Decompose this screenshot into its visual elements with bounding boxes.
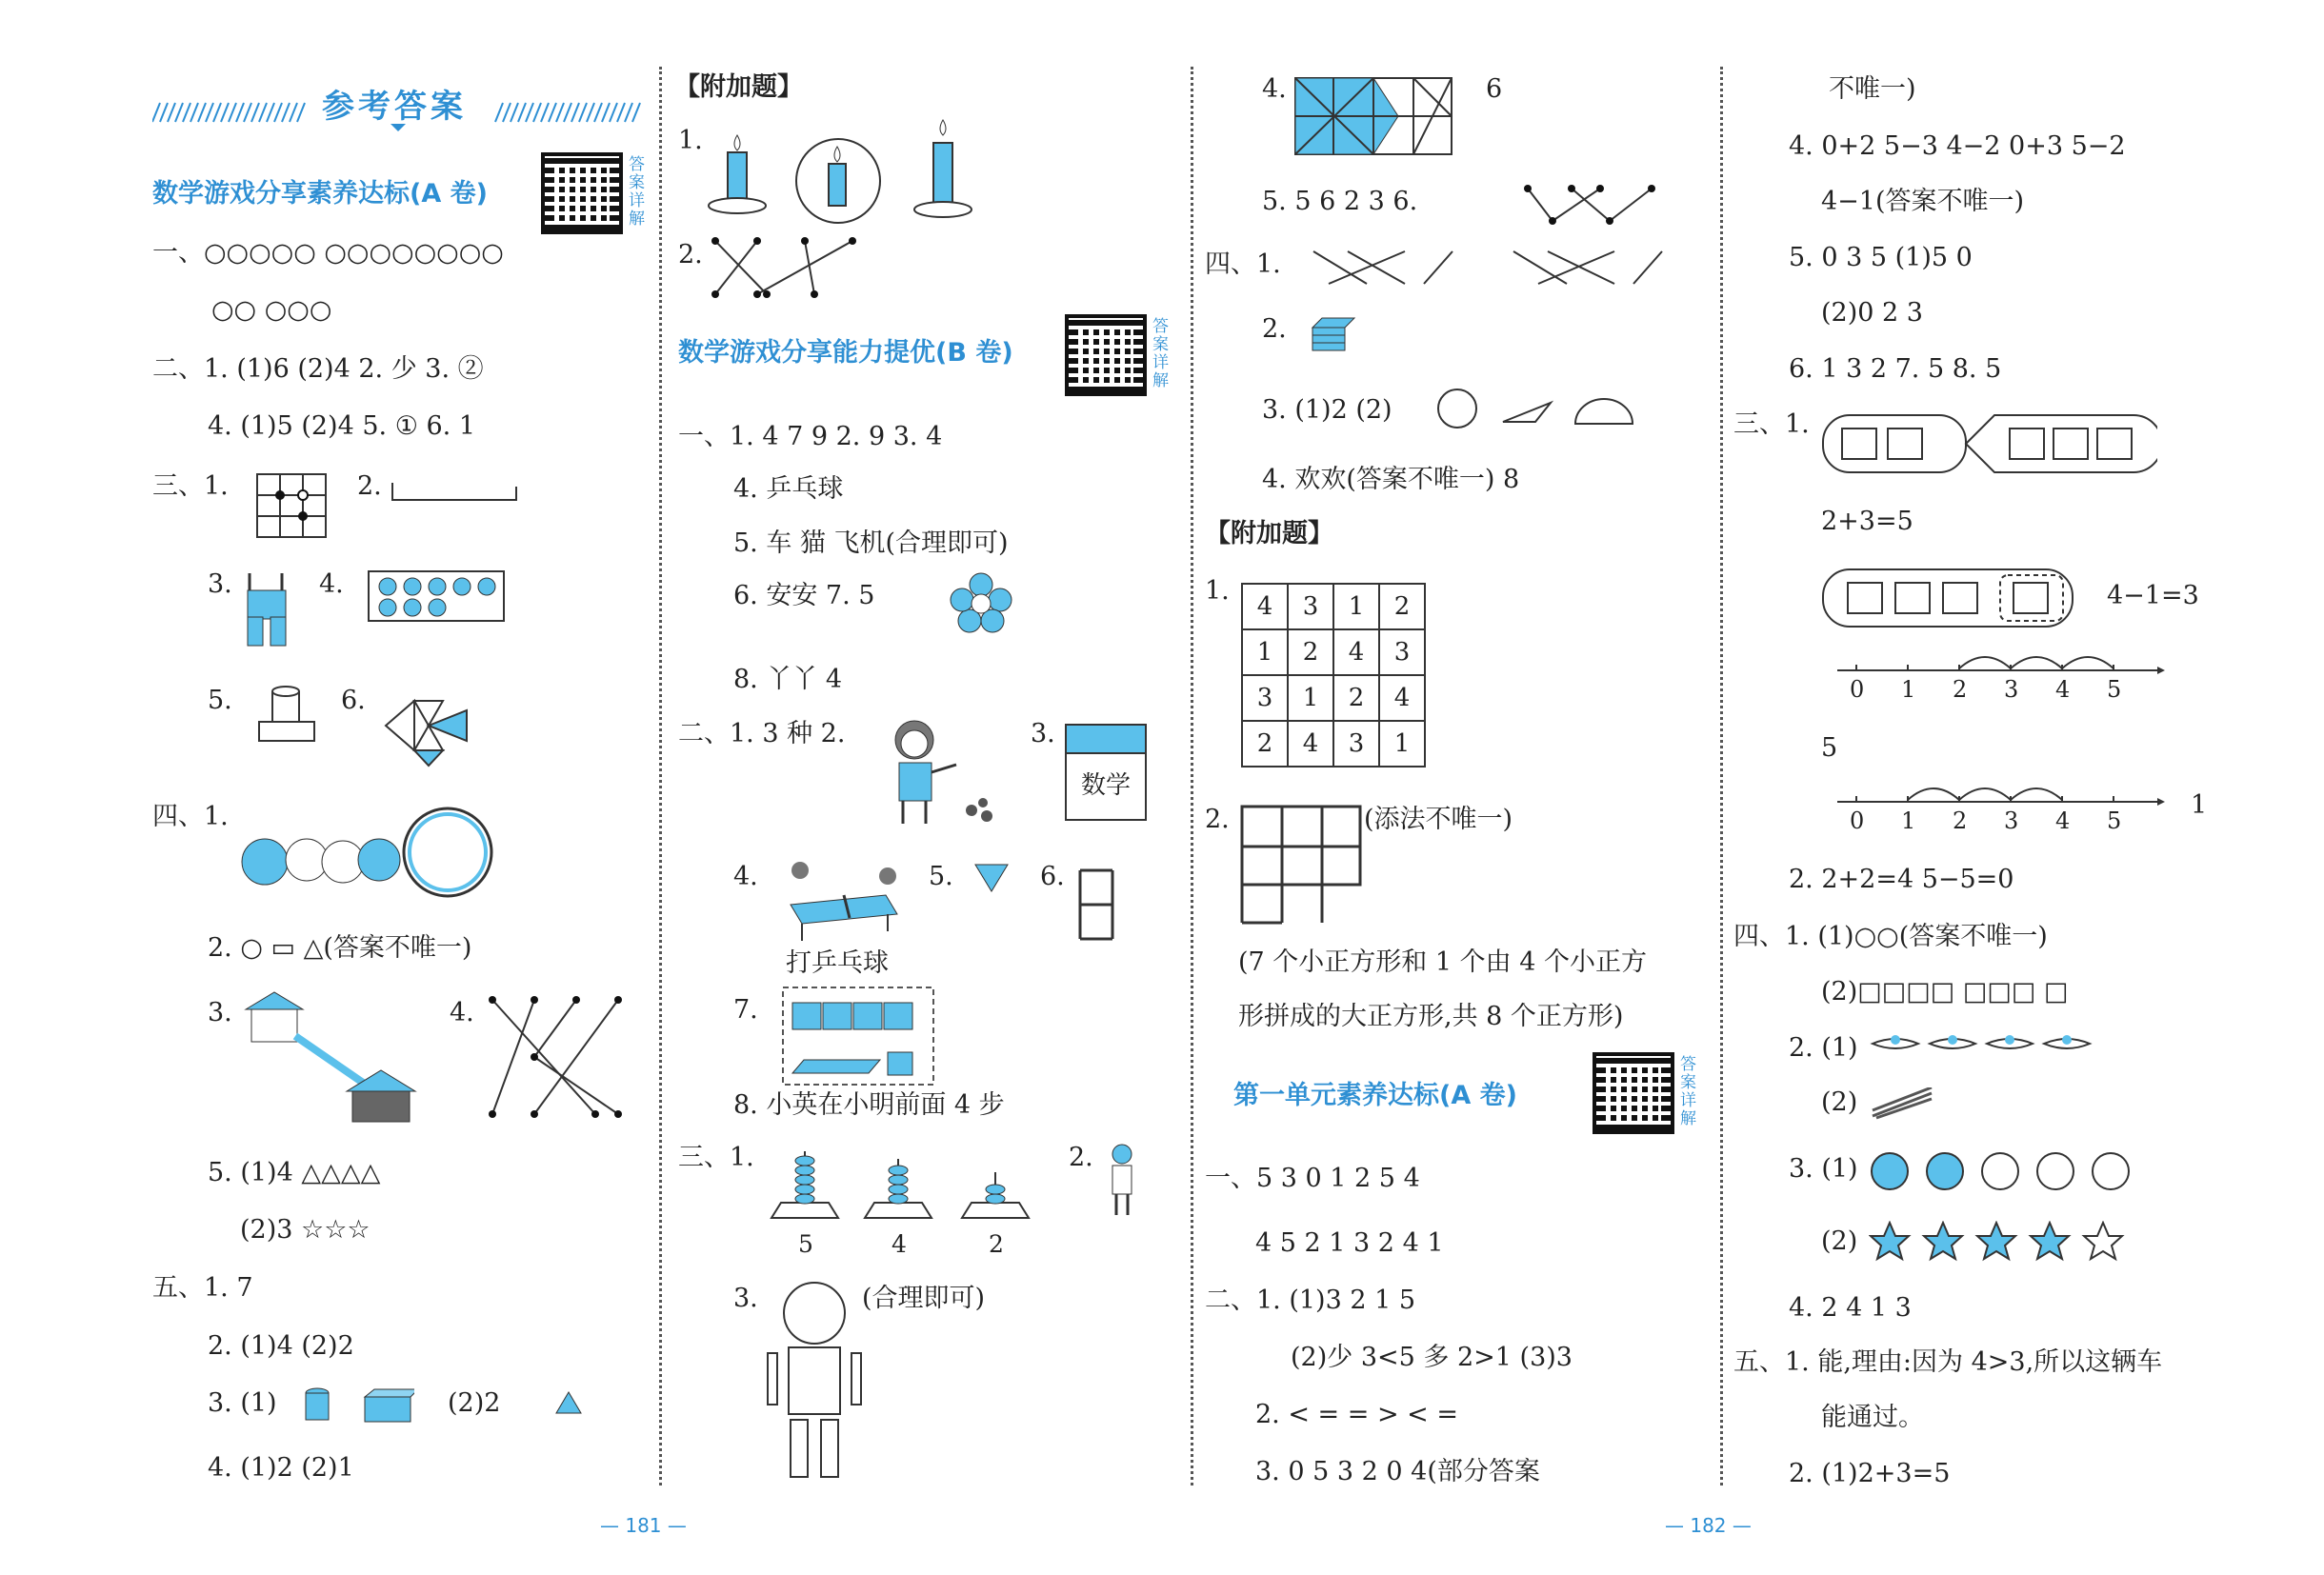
grid-cell: 2 <box>1242 721 1288 767</box>
c2-line: 8. 丫丫 4 <box>733 665 843 694</box>
qr-label: 答案详解 <box>629 155 645 229</box>
nl-tick: 2 <box>1953 676 1968 703</box>
c4-line: 2. (1)2+3=5 <box>1789 1459 1951 1488</box>
c2-line: 2. <box>1069 1143 1093 1172</box>
tangram-fish <box>376 682 471 768</box>
sticks-with-dots <box>1869 1030 2107 1059</box>
grid-cell: 2 <box>1379 584 1425 629</box>
c1-line: 3. <box>208 569 232 599</box>
c2-line: 一、1. 4 7 9 2. 9 3. 4 <box>678 422 943 451</box>
box-groups-1 <box>1819 409 2157 476</box>
c4-line: 5. 0 3 5 (1)5 0 <box>1789 243 1973 272</box>
c4-line: 2. (1) <box>1789 1033 1858 1063</box>
c4-line: (2) <box>1821 1087 1858 1117</box>
c1-line: ○○ ○○○ <box>211 295 332 325</box>
child-figure <box>876 719 1000 828</box>
stacked-books-icon <box>1307 312 1360 358</box>
c2-line: 6. 安安 7. 5 <box>733 581 875 610</box>
nl-tick: 2 <box>1953 807 1968 834</box>
grid-dot-figure <box>255 472 328 539</box>
c1-line: (2)2 <box>448 1388 501 1418</box>
column-divider <box>1191 67 1193 1485</box>
c2-line: (合理即可) <box>862 1284 986 1313</box>
shape-pieces <box>1436 386 1636 431</box>
c3-line: 2. < = = > < = <box>1255 1400 1458 1429</box>
matching-lines <box>710 233 867 300</box>
grid-cell: 3 <box>1379 629 1425 675</box>
c1-line: (2)3 ☆☆☆ <box>240 1215 371 1245</box>
c3-line: (2)少 3<5 多 2>1 (3)3 <box>1291 1343 1573 1372</box>
c2-line: 8. 小英在小明前面 4 步 <box>733 1090 1005 1120</box>
nl-tick: 0 <box>1850 807 1865 834</box>
c3-line: 二、1. (1)3 2 1 5 <box>1205 1286 1416 1315</box>
grid-cell: 1 <box>1333 584 1379 629</box>
extra-title: 【附加题】 <box>674 72 803 102</box>
grid-cell: 3 <box>1333 721 1379 767</box>
c3-line: (7 个小正方形和 1 个由 4 个小正方 <box>1238 947 1647 977</box>
abacus-value: 4 <box>892 1230 907 1258</box>
c3-line: 2. <box>1262 314 1287 344</box>
stars-row <box>1869 1221 2145 1263</box>
cylinder-on-base <box>255 684 318 745</box>
column-divider <box>659 67 662 1485</box>
section-title-a1: 数学游戏分享素养达标(A 卷) <box>152 179 488 209</box>
page-number: 182 <box>1690 1514 1727 1537</box>
house-path-figure <box>238 990 429 1126</box>
grid-cell: 1 <box>1379 721 1425 767</box>
box-groups-2 <box>1819 564 2076 630</box>
c1-line: 2. ○ ▭ △(答案不唯一) <box>208 933 472 963</box>
grid-cell: 4 <box>1242 584 1288 629</box>
bundle-sticks <box>1869 1087 1935 1120</box>
nl-tick: 3 <box>2004 676 2019 703</box>
c3-line: 一、5 3 0 1 2 5 4 <box>1205 1164 1420 1193</box>
c3-line: 形拼成的大正方形,共 8 个正方形) <box>1238 1002 1624 1031</box>
c1-line: 一、○○○○○ ○○○○○○○○ <box>152 238 504 268</box>
c4-line: 三、1. <box>1733 409 1810 439</box>
grid-cell: 3 <box>1242 675 1288 721</box>
grid-cell: 1 <box>1242 629 1288 675</box>
abacus-value: 5 <box>798 1230 813 1258</box>
grid-cell: 2 <box>1333 675 1379 721</box>
c3-line: 1. <box>1205 576 1230 606</box>
c4-line: 2+3=5 <box>1821 507 1913 536</box>
c3-line: 5. 5 6 2 3 6. <box>1262 187 1418 216</box>
c1-line: 3. (1) <box>208 1388 277 1418</box>
c1-line: 2. (1)4 (2)2 <box>208 1331 354 1361</box>
ping-pong-caption: 打乒乓球 <box>786 948 889 978</box>
c4-line: 4−1(答案不唯一) <box>1821 187 2025 216</box>
nl-tick: 0 <box>1850 676 1865 703</box>
c3-line: 4. 欢欢(答案不唯一) 8 <box>1262 465 1520 494</box>
c4-line: 五、1. 能,理由:因为 4>3,所以这辆车 <box>1733 1347 2163 1377</box>
c2-line: 1. <box>678 126 703 155</box>
cubes-figure <box>781 986 935 1087</box>
grid-cell: 4 <box>1333 629 1379 675</box>
down-triangle-icon <box>973 863 1010 893</box>
c1-line: 5. <box>208 686 232 715</box>
c2-line: 5. <box>929 862 953 891</box>
c2-line: 5. 车 猫 飞机(合理即可) <box>733 528 1009 558</box>
c2-line: 3. <box>733 1284 758 1313</box>
qr-code <box>1593 1052 1674 1134</box>
envelope-label: 数学 <box>1080 771 1131 800</box>
triangles-grid <box>1293 76 1455 156</box>
matching-lines-pair <box>1310 246 1672 289</box>
c4-line: (2) <box>1821 1226 1858 1256</box>
c1-line: 2. <box>357 471 382 501</box>
balls-group <box>238 805 500 900</box>
c4-line: 6. 1 3 2 7. 5 8. 5 <box>1789 354 2002 384</box>
c3-line: 6 <box>1486 74 1503 104</box>
matchstick-squares <box>1238 803 1364 927</box>
c3-line: 4 5 2 1 3 2 4 1 <box>1255 1228 1444 1258</box>
abacus-figure <box>762 1147 1033 1224</box>
c4-line: 4−1=3 <box>2107 581 2199 610</box>
c4-line: 能通过。 <box>1821 1403 1924 1432</box>
c2-line: 3. <box>1031 719 1055 748</box>
c4-line: (2)0 2 3 <box>1821 298 1923 328</box>
cylinder-cuboid-icons <box>300 1386 414 1425</box>
c4-line: 3. (1) <box>1789 1154 1858 1184</box>
envelope <box>1065 724 1147 821</box>
c1-line: 5. (1)4 △△△△ <box>208 1158 381 1187</box>
c4-line: 四、1. (1)○○(答案不唯一) <box>1733 922 2048 951</box>
grid-cell: 4 <box>1379 675 1425 721</box>
c1-line: 二、1. (1)6 (2)4 2. 少 3. ② <box>152 354 484 384</box>
robot-figure <box>762 1281 867 1485</box>
c4-line: 5 <box>1821 733 1838 763</box>
boy-figure <box>1105 1143 1139 1219</box>
column-divider <box>1720 67 1723 1485</box>
nl-tick: 4 <box>2055 807 2071 834</box>
nl-tick: 5 <box>2107 676 2122 703</box>
c2-line: 二、1. 3 种 2. <box>678 719 846 748</box>
grid-cell: 4 <box>1288 721 1333 767</box>
circles-row <box>1869 1150 2145 1192</box>
page-number-left: — 181 — <box>600 1514 687 1537</box>
nl-tick: 5 <box>2107 807 2122 834</box>
c2-line: 三、1. <box>678 1143 754 1172</box>
c1-line: 4. <box>319 569 344 599</box>
ping-pong-figure <box>781 857 905 945</box>
qr-code <box>541 152 623 234</box>
abacus-value: 2 <box>989 1230 1004 1258</box>
c2-line: 7. <box>733 995 758 1025</box>
c4-line: (2)□□□□ □□□ □ <box>1821 977 2069 1007</box>
qr-label: 答案详解 <box>1152 317 1169 390</box>
c1-line: 3. <box>208 998 232 1027</box>
c1-line: 4. (1)5 (2)4 5. ① 6. 1 <box>208 411 476 441</box>
zigzag-lines <box>1524 181 1657 229</box>
nl-tick: 1 <box>1901 807 1916 834</box>
triangle-icon <box>554 1390 583 1415</box>
c4-line: 1 <box>2191 790 2208 820</box>
section-title-b: 数学游戏分享能力提优(B 卷) <box>678 338 1013 368</box>
grid-cell: 3 <box>1288 584 1333 629</box>
c2-line: 4. <box>733 862 758 891</box>
c3-line: 2. <box>1205 805 1230 834</box>
qr-code <box>1065 314 1147 396</box>
c4-line: 4. 2 4 1 3 <box>1789 1293 1912 1323</box>
c3-line: 3. 0 5 3 2 0 4(部分答案 <box>1255 1457 1540 1486</box>
c3-line: 3. (1)2 (2) <box>1262 395 1392 425</box>
c3-line: (添法不唯一) <box>1364 805 1513 834</box>
c1-line: 4. <box>450 998 474 1027</box>
matchstick-figure <box>1076 867 1116 943</box>
qr-label: 答案详解 <box>1680 1055 1696 1128</box>
c1-line: 五、1. 7 <box>152 1273 253 1303</box>
matching-lines <box>481 990 629 1124</box>
c4-line: 4. 0+2 5−3 4−2 0+3 5−2 <box>1789 131 2126 161</box>
c3-line: 4. <box>1262 74 1287 104</box>
c1-line: 4. (1)2 (2)1 <box>208 1453 354 1483</box>
c2-line: 2. <box>678 240 703 269</box>
c3-line: 四、1. <box>1205 249 1281 279</box>
nl-tick: 1 <box>1901 676 1916 703</box>
nl-tick: 4 <box>2055 676 2071 703</box>
c1-line: 三、1. <box>152 471 229 501</box>
latin-square <box>1241 583 1426 768</box>
dots-frame <box>367 569 506 623</box>
grid-cell: 1 <box>1288 675 1333 721</box>
overalls-icon <box>240 571 293 649</box>
c4-line: 不唯一) <box>1829 74 1916 104</box>
page-number: 181 <box>625 1514 662 1537</box>
grid-cell: 2 <box>1288 629 1333 675</box>
candles-figure <box>705 114 991 227</box>
c2-line: 6. <box>1040 862 1065 891</box>
page-title: 参考答案 <box>322 88 467 126</box>
c2-line: 4. 乒乓球 <box>733 474 844 504</box>
section-title-u1: 第一单元素养达标(A 卷) <box>1233 1081 1517 1110</box>
c4-line: 2. 2+2=4 5−5=0 <box>1789 865 2014 894</box>
extra-title: 【附加题】 <box>1205 519 1333 548</box>
bracket-line <box>391 481 519 504</box>
c1-line: 四、1. <box>152 802 229 831</box>
flower-icon <box>948 571 1014 640</box>
nl-tick: 3 <box>2004 807 2019 834</box>
c1-line: 6. <box>341 686 366 715</box>
page-number-right: — 182 — <box>1665 1514 1752 1537</box>
